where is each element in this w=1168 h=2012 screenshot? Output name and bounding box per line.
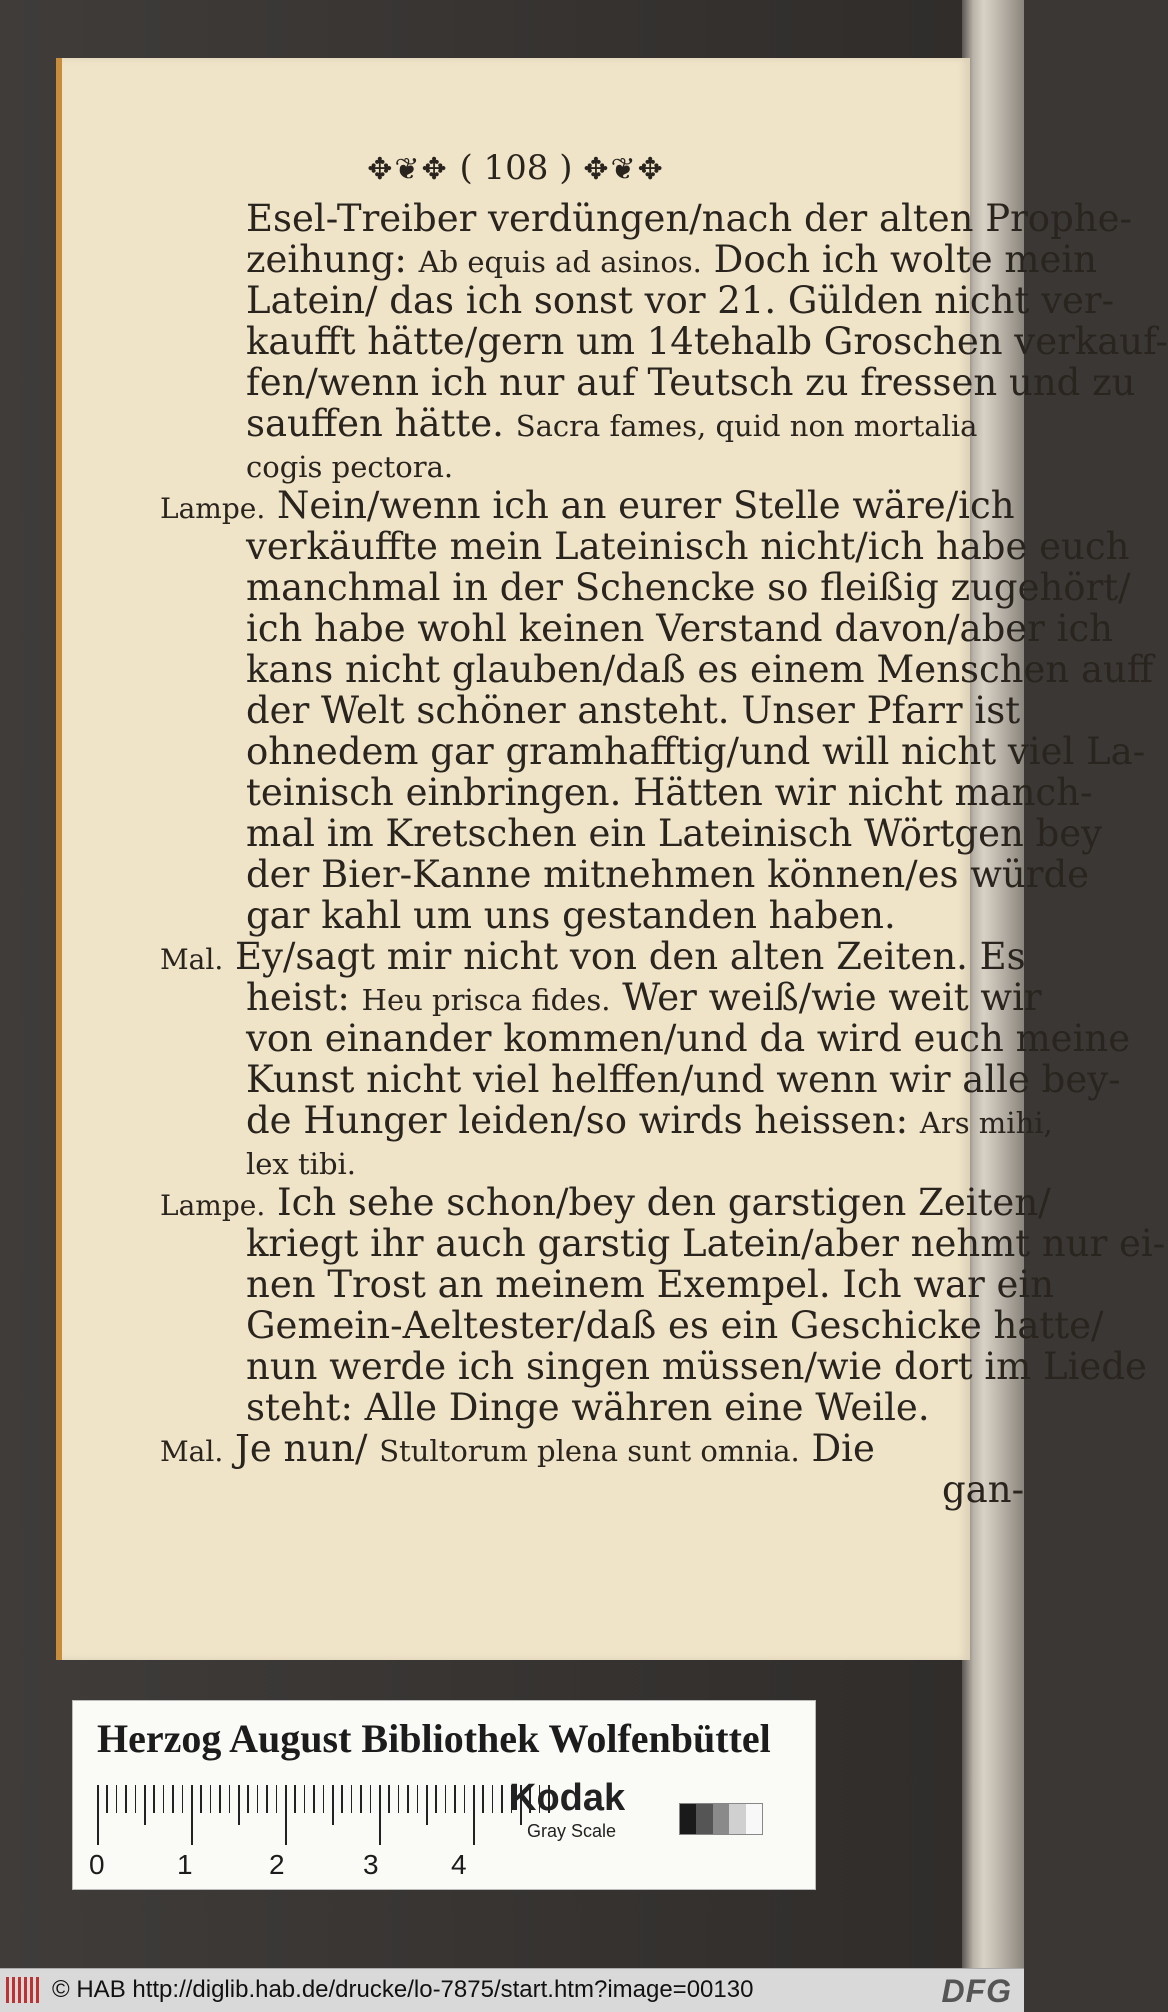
ruler-tick	[398, 1785, 400, 1813]
line-text: ohnedem gar gramhafftig/und will nicht viel La-	[246, 730, 1146, 773]
text-line	[202, 730, 1146, 773]
text-line	[202, 1017, 1131, 1060]
line-text: mal im Kretschen ein Lateinisch Wörtgen bey	[246, 812, 1103, 855]
text-line	[202, 444, 1022, 485]
ruler-tick	[200, 1785, 202, 1813]
line-text: Esel-Treiber verdüngen/nach der alten Prophe-	[246, 197, 1132, 240]
text-line	[202, 771, 1093, 814]
text-line	[202, 1099, 1053, 1142]
line-text: kriegt ihr auch garstig Latein/aber nehmt nur ei-	[246, 1222, 1166, 1265]
speaker-name: Lampe.	[160, 492, 266, 525]
page-header	[62, 148, 970, 188]
dfg-logo: DFG	[941, 1973, 1012, 2009]
speaker-name: Mal.	[160, 943, 224, 976]
line-text: verkäuffte mein Lateinisch nicht/ich habe euch	[246, 525, 1130, 568]
ornament-right-icon: ✥❦✥	[583, 152, 665, 187]
text-line	[202, 1345, 1147, 1388]
line-text: Gemein-Aeltester/daß es ein Geschicke hatte/	[246, 1304, 1104, 1347]
latin-phrase: Heu prisca fides.	[361, 983, 611, 1017]
text-line	[202, 320, 1168, 363]
line-text: Kunst nicht viel helffen/und wenn wir alle bey-	[246, 1058, 1121, 1101]
line-text: Ich sehe schon/bey den garstigen Zeiten/	[265, 1181, 1051, 1224]
text-line	[202, 976, 1042, 1019]
ruler-tick	[454, 1785, 456, 1813]
latin-phrase: cogis pectora.	[246, 450, 454, 484]
line-text: nen Trost an meinem Exempel. Ich war ein	[246, 1263, 1055, 1306]
ruler-tick	[266, 1785, 268, 1813]
line-text: steht: Alle Dinge währen eine Weile.	[246, 1386, 930, 1429]
ruler-tick	[257, 1785, 259, 1813]
color-target	[72, 1700, 816, 1890]
line-text: von einander kommen/und da wird euch meine	[246, 1017, 1131, 1060]
ruler-tick	[191, 1785, 193, 1845]
text-line	[202, 238, 1098, 281]
line-text: Nein/wenn ich an eurer Stelle wäre/ich	[265, 484, 1015, 527]
ruler-tick	[341, 1785, 343, 1813]
line-text-tail: Die	[799, 1427, 875, 1470]
text-line	[160, 1428, 1022, 1469]
line-text: der Bier-Kanne mitnehmen können/es würde	[246, 853, 1090, 896]
text-line	[202, 895, 1022, 936]
gray-patch	[713, 1804, 729, 1834]
ruler-tick	[163, 1785, 165, 1813]
ruler-tick	[426, 1785, 428, 1825]
footer-bar	[0, 1968, 1024, 2012]
library-name: Herzog August Bibliothek Wolfenbüttel	[97, 1716, 771, 1761]
line-text: heist:	[246, 976, 362, 1019]
gray-patch	[729, 1804, 745, 1834]
ruler-tick	[247, 1785, 249, 1813]
text-line	[202, 566, 1131, 609]
line-text-tail: Doch ich wolte mein	[701, 238, 1098, 281]
text-line	[202, 1263, 1055, 1306]
ruler-tick	[276, 1785, 278, 1813]
kodak-logo: Kodak	[509, 1777, 626, 1819]
ruler-label: 0	[89, 1849, 105, 1880]
page-text	[160, 197, 1168, 1511]
text-line	[202, 1141, 1022, 1182]
ruler-tick	[435, 1785, 437, 1813]
latin-phrase: lex tibi.	[246, 1147, 356, 1181]
barcode-icon	[6, 1977, 42, 2003]
ruler-tick	[313, 1785, 315, 1813]
line-text: kaufft hätte/gern um 14tehalb Groschen verkauf-	[246, 320, 1168, 363]
line-text: Latein/ das ich sonst vor 21. Gülden nicht ver-	[246, 279, 1115, 322]
ruler-tick	[407, 1785, 409, 1813]
text-line	[202, 648, 1154, 691]
ruler-tick	[135, 1785, 137, 1813]
speaker-name: Lampe.	[160, 1189, 266, 1222]
ruler-tick	[294, 1785, 296, 1813]
line-text: ich habe wohl keinen Verstand davon/aber ich	[246, 607, 1114, 650]
line-text: de Hunger leiden/so wirds heissen:	[246, 1099, 920, 1142]
ruler-tick	[370, 1785, 372, 1813]
text-line	[202, 812, 1103, 855]
text-line	[202, 1304, 1104, 1347]
latin-phrase: Stultorum plena sunt omnia.	[379, 1434, 800, 1468]
ruler-tick	[304, 1785, 306, 1813]
text-line	[202, 690, 1022, 731]
ruler-tick	[492, 1785, 494, 1813]
ruler-tick	[417, 1785, 419, 1813]
text-line	[202, 361, 1136, 404]
ruler-tick	[482, 1785, 484, 1813]
line-text: teinisch einbringen. Hätten wir nicht manch-	[246, 771, 1093, 814]
ruler-tick	[219, 1785, 221, 1813]
text-line	[202, 1222, 1166, 1265]
text-line	[202, 1387, 1022, 1428]
ruler-tick	[464, 1785, 466, 1813]
ruler-tick	[388, 1785, 390, 1813]
speaker-name: Mal.	[160, 1435, 224, 1468]
ruler-tick	[473, 1785, 475, 1845]
line-text: kans nicht glauben/daß es einem Menschen auff	[246, 648, 1154, 691]
gray-patch	[746, 1804, 762, 1834]
text-line	[160, 1181, 1051, 1224]
gray-patch	[696, 1804, 712, 1834]
text-line	[202, 607, 1114, 650]
ruler-tick	[229, 1785, 231, 1813]
ruler-tick	[144, 1785, 146, 1825]
ruler-label: 2	[269, 1849, 285, 1880]
ruler-tick	[153, 1785, 155, 1813]
text-line	[202, 1468, 1025, 1511]
text-line	[202, 197, 1132, 240]
text-line	[160, 485, 1022, 526]
ruler-tick	[501, 1785, 503, 1813]
text-line	[202, 525, 1130, 568]
ruler-tick	[172, 1785, 174, 1813]
ruler-tick	[210, 1785, 212, 1813]
line-text: der Welt schöner ansteht. Unser Pfarr ist	[246, 689, 1021, 732]
line-text-tail: Wer weiß/wie weit wir	[610, 976, 1042, 1019]
book-page	[56, 58, 1168, 1660]
text-line	[202, 1058, 1121, 1101]
ruler-tick	[445, 1785, 447, 1813]
ruler-tick	[116, 1785, 118, 1813]
line-text: gar kahl um uns gestanden haben.	[246, 894, 896, 937]
text-line	[202, 403, 1022, 444]
ruler-tick	[182, 1785, 184, 1813]
text-line	[202, 279, 1115, 322]
latin-phrase: Ars mihi,	[919, 1106, 1053, 1140]
line-text: manchmal in der Schencke so fleißig zugehört/	[246, 566, 1131, 609]
ruler-tick	[106, 1785, 108, 1813]
ruler-label: 4	[451, 1849, 467, 1880]
ruler-scale	[97, 1785, 557, 1845]
line-text: nun werde ich singen müssen/wie dort im Liede	[246, 1345, 1147, 1388]
ruler-tick	[125, 1785, 127, 1813]
gray-scale-label: Gray Scale	[527, 1821, 617, 1841]
ruler-labels	[89, 1849, 569, 1879]
footer-copyright[interactable]: © HAB http://diglib.hab.de/drucke/lo-7875/start.htm?image=00130	[52, 1976, 754, 2003]
ruler-tick	[285, 1785, 287, 1845]
ruler-tick	[351, 1785, 353, 1813]
ornament-left-icon: ✥❦✥	[367, 152, 449, 187]
line-text: fen/wenn ich nur auf Teutsch zu fressen und zu	[246, 361, 1136, 404]
ruler-tick	[360, 1785, 362, 1813]
ruler-label: 3	[363, 1849, 379, 1880]
ruler-tick	[97, 1785, 99, 1845]
ruler-label: 1	[177, 1849, 193, 1880]
page-number: ( 108 )	[459, 148, 573, 188]
latin-phrase: Ab equis ad asinos.	[418, 245, 702, 279]
line-text: sauffen hätte.	[246, 402, 516, 445]
line-text: zeihung:	[246, 238, 419, 281]
ruler-tick	[238, 1785, 240, 1825]
gray-patch	[680, 1804, 696, 1834]
line-text: Je nun/	[223, 1427, 380, 1470]
gray-patches	[679, 1803, 763, 1835]
ruler-tick	[323, 1785, 325, 1813]
text-line	[160, 935, 1026, 978]
line-text: Ey/sagt mir nicht von den alten Zeiten. Es	[223, 935, 1026, 978]
line-text: gan-	[942, 1468, 1025, 1511]
ruler-tick	[332, 1785, 334, 1825]
latin-phrase: Sacra fames, quid non mortalia	[515, 409, 978, 443]
text-line	[202, 853, 1090, 896]
ruler-tick	[379, 1785, 381, 1845]
